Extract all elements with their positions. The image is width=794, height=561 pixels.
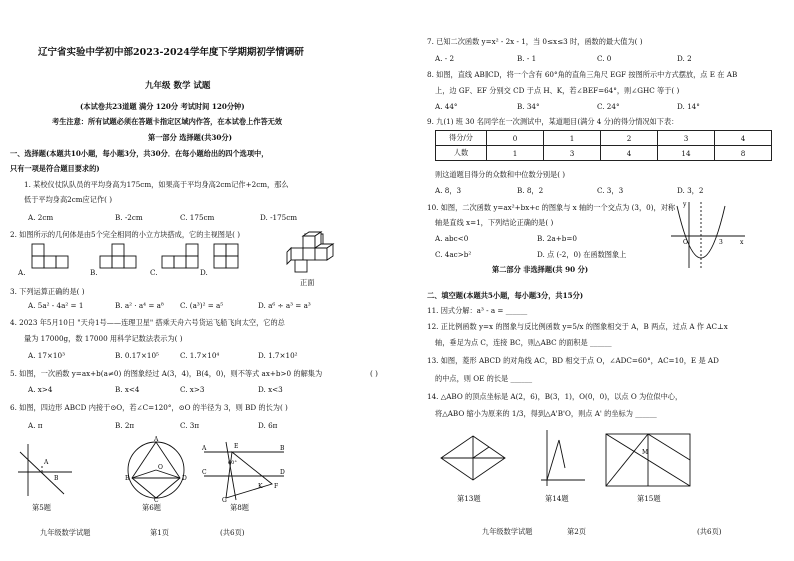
- q10-line2: 轴是直线 x=1，下列结论正确的是( ): [435, 218, 554, 227]
- q2-view-d: [212, 242, 260, 274]
- q12-line2: 轴，垂足为点 C，连接 BC，则△ABC 的面积是 ______: [435, 338, 612, 347]
- q7-option-c: C. 0: [597, 54, 612, 63]
- q1-option-a: A. 2cm: [28, 213, 54, 222]
- svg-text:x: x: [740, 239, 744, 246]
- svg-text:B: B: [280, 445, 285, 452]
- figure-13: [437, 432, 509, 484]
- svg-text:D: D: [182, 475, 187, 482]
- figure-5: [14, 442, 74, 498]
- q8-option-c: C. 24°: [597, 102, 620, 111]
- svg-text:3: 3: [719, 239, 723, 246]
- svg-text:B: B: [54, 475, 59, 482]
- part1-heading: 第一部分 选择题(共30分): [148, 133, 232, 142]
- figure-14-caption: 第14题: [545, 494, 569, 503]
- table-cell: 0: [487, 131, 544, 146]
- q3-option-c: C. (a³)² = a⁵: [180, 301, 224, 310]
- q6-stem: 6. 如图，四边形 ABCD 内接于⊙O，若∠C=120°，⊙O 的半径为 3，则 BD 的长为( ): [10, 403, 288, 412]
- q10-line1: 10. 如图，二次函数 y=ax²+bx+c 的图象与 x 轴的一个交点为 (3，0)，对称: [427, 203, 676, 212]
- q2-view-c: [160, 242, 208, 274]
- svg-text:F: F: [274, 483, 279, 490]
- q9-option-b: B. 8，2: [517, 186, 544, 195]
- q14-line1: 14. △ABO 的顶点坐标是 A(2，6)，B(3，1)，O(0，0)，以点 O 为位似中心，: [427, 392, 683, 401]
- q4-line2: 量为 17000g，数 17000 用科学记数法表示为( ): [24, 334, 183, 343]
- q4-option-d: D. 1.7×10²: [258, 351, 298, 360]
- svg-text:D: D: [280, 469, 285, 476]
- q6-option-b: B. 2π: [115, 421, 135, 430]
- q2-view-b: [98, 242, 146, 274]
- svg-text:O: O: [683, 239, 688, 246]
- q1-line2: 低于平均身高2cm应记作( ): [24, 195, 112, 204]
- right-page-number: 第2页: [567, 527, 586, 536]
- q1-line1: 1. 某校仪仗队队员的平均身高为175cm，如果高于平均身高2cm记作+2cm，那么: [24, 180, 289, 189]
- q3-stem: 3. 下列运算正确的是( ): [10, 287, 85, 296]
- figure-13-caption: 第13题: [457, 494, 481, 503]
- left-page-number: 第1页: [150, 528, 169, 537]
- left-total-pages: (共6页): [220, 528, 245, 537]
- q10-option-c: C. 4ac>b²: [435, 250, 472, 259]
- q8-option-b: B. 34°: [517, 102, 540, 111]
- q6-option-d: D. 6π: [258, 421, 278, 430]
- figure-15-caption: 第15题: [637, 494, 661, 503]
- exam-meta: (本试卷共23道题 满分 120分 考试时间 120分钟): [80, 102, 245, 111]
- q2-cube-figure: [285, 232, 347, 280]
- q10-parabola-figure: [669, 200, 747, 270]
- table-row: [436, 131, 772, 146]
- q8-option-a: A. 44°: [435, 102, 458, 111]
- q7-option-b: B. - 1: [517, 54, 537, 63]
- q10-option-d: D. 点 (-2，0) 在函数图象上: [537, 250, 627, 259]
- q13-line2: 的中点，则 OE 的长是 ______: [435, 374, 533, 383]
- table-cell: 4: [601, 146, 658, 161]
- q7-option-d: D. 2: [677, 54, 692, 63]
- figure-15: [602, 430, 694, 490]
- svg-text:A: A: [44, 459, 49, 466]
- q2-front-label: 正面: [300, 278, 315, 287]
- q5-option-b: B. x<4: [115, 385, 140, 394]
- table-cell: 4: [715, 131, 772, 146]
- q6-option-a: A. π: [28, 421, 43, 430]
- svg-text:A: A: [154, 436, 159, 443]
- q9-score-table: [435, 130, 772, 161]
- q13-line1: 13. 如图，菱形 ABCD 的对角线 AC，BD 相交于点 O，∠ADC=60°，AC=10，E 是 AD: [427, 356, 719, 365]
- q8-option-d: D. 14°: [677, 102, 700, 111]
- q10-option-b: B. 2a+b=0: [537, 234, 577, 243]
- svg-text:K: K: [258, 483, 263, 490]
- q9-option-c: C. 3，3: [597, 186, 624, 195]
- figure-8: [200, 440, 286, 502]
- table-cell: 2: [601, 131, 658, 146]
- q4-option-c: C. 1.7×10⁴: [180, 351, 220, 360]
- q11-stem: 11. 因式分解：a³ - a = ______: [427, 306, 528, 315]
- figure-8-caption: 第8题: [230, 503, 249, 512]
- exam-subtitle: 九年级 数学 试题: [145, 81, 211, 91]
- svg-text:G: G: [222, 497, 227, 504]
- q5-line1: 5. 如图，一次函数 y=ax+b(a≠0) 的图象经过 A(3，4)，B(4，0)，则不等式 ax+b>0 的解集为: [10, 369, 323, 378]
- q2-view-a: [30, 242, 88, 274]
- right-total-pages: (共6页): [697, 527, 722, 536]
- figure-5-caption: 第5题: [32, 503, 51, 512]
- q2-option-d: D.: [200, 268, 208, 277]
- svg-text:y: y: [683, 201, 687, 208]
- q5-line2: ( ): [370, 369, 378, 378]
- q8-line1: 8. 如图，直线 AB∥CD，将一个含有 60°角的直角三角尺 EGF 按图所示中方式摆放，点 E 在 AB: [427, 70, 738, 79]
- svg-text:C: C: [202, 469, 207, 476]
- q2-option-c: C.: [150, 268, 158, 277]
- q7-stem: 7. 已知二次函数 y=x² - 2x - 1，当 0≤x≤3 时，函数的最大值为( ): [427, 37, 643, 46]
- table-cell: 1: [544, 131, 601, 146]
- figure-6: [124, 438, 190, 502]
- q14-line2: 将△ABO 缩小为原来的 1/3，得到△A'B'O，则点 A' 的坐标为 ______: [435, 409, 657, 418]
- q12-line1: 12. 正比例函数 y=x 的图象与反比例函数 y=5/x 的图象相交于 A，B 两点，过点 A 作 AC⊥x: [427, 322, 728, 331]
- q5-option-c: C. x>3: [180, 385, 205, 394]
- svg-text:60°: 60°: [228, 460, 237, 466]
- q7-option-a: A. - 2: [435, 54, 455, 63]
- q4-option-a: A. 17×10³: [28, 351, 65, 360]
- svg-text:M: M: [642, 449, 649, 456]
- q1-option-b: B. -2cm: [115, 213, 143, 222]
- q2-option-a: A.: [18, 268, 26, 277]
- table-cell: 3: [544, 146, 601, 161]
- table-cell: 人数: [436, 146, 487, 161]
- q5-option-d: D. x<3: [258, 385, 283, 394]
- q9-stem: 9. 九(1) 班 30 名同学在一次测试中，某道题目(满分 4 分)的得分情况如下表：: [427, 117, 679, 126]
- svg-text:B: B: [125, 475, 130, 482]
- svg-text:E: E: [234, 443, 239, 450]
- table-cell: 3: [658, 131, 715, 146]
- figure-14: [537, 428, 587, 490]
- right-footer-title: 九年级数学试题: [482, 527, 533, 536]
- q3-option-b: B. a² · a⁴ = a⁸: [115, 301, 164, 310]
- q5-option-a: A. x>4: [28, 385, 53, 394]
- exam-notice: 考生注意：所有试题必须在答题卡指定区域内作答，在本试卷上作答无效: [52, 117, 283, 126]
- table-cell: 1: [487, 146, 544, 161]
- q1-option-d: D. -175cm: [260, 213, 298, 222]
- q10-option-a: A. abc<0: [435, 234, 469, 243]
- q4-line1: 4. 2023 年5月10日 "天舟1号——连理卫星" 搭乘天舟六号货运飞船飞向太空，它的总: [10, 318, 285, 327]
- svg-text:A: A: [202, 445, 207, 452]
- q9-option-a: A. 8，3: [435, 186, 462, 195]
- q8-line2: 上，边 GF、EF 分别交 CD 于点 H、K，若∠BEF=64°，则∠GHC 等于( ): [435, 86, 680, 95]
- q2-option-b: B.: [90, 268, 98, 277]
- table-cell: 得分/分: [436, 131, 487, 146]
- table-row: [436, 146, 772, 161]
- table-cell: 14: [658, 146, 715, 161]
- exam-title: 辽宁省实验中学初中部2023-2024学年度下学期期初学情调研: [38, 47, 304, 58]
- section2-heading: 二、填空题(本题共5小题，每小题3分，共15分): [427, 291, 584, 300]
- q1-option-c: C. 175cm: [180, 213, 215, 222]
- q3-option-d: D. a⁶ ÷ a³ = a³: [258, 301, 311, 310]
- right-page: [397, 0, 794, 561]
- q3-option-a: A. 5a² - 4a² = 1: [28, 301, 84, 310]
- svg-text:O: O: [158, 464, 163, 471]
- part2-heading: 第二部分 非选择题(共 90 分): [492, 265, 589, 274]
- q2-stem: 2. 如图所示的几何体是由5个完全相同的小立方块搭成，它的主视图是( ): [10, 230, 241, 239]
- q4-option-b: B. 0.17×10⁵: [115, 351, 159, 360]
- table-cell: 8: [715, 146, 772, 161]
- left-footer-title: 九年级数学试题: [40, 528, 91, 537]
- section1-line1: 一、选择题(本题共10小题，每小题3分，共30分．在每小题给出的四个选项中，: [10, 149, 269, 158]
- q9-option-d: D. 3，2: [677, 186, 704, 195]
- q9-question: 则这道题目得分的众数和中位数分别是( ): [435, 170, 566, 179]
- q6-option-c: C. 3π: [180, 421, 200, 430]
- section1-line2: 只有一项是符合题目要求的): [10, 164, 100, 173]
- figure-6-caption: 第6题: [142, 503, 161, 512]
- svg-text:C: C: [154, 497, 159, 504]
